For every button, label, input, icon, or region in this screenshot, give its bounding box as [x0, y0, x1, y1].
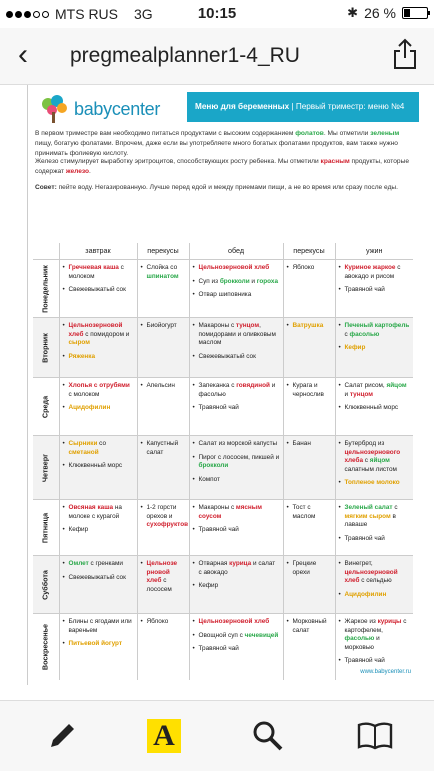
list-item [63, 404, 134, 413]
list-item [339, 286, 411, 295]
battery-label: 26 % [364, 5, 396, 21]
text-run: брокколи [219, 277, 250, 285]
list-item [287, 504, 332, 521]
list-item [339, 382, 411, 399]
text-run: с помидором и [83, 330, 130, 338]
text-run: продукты, которые содержат [35, 158, 409, 175]
list-item [63, 574, 134, 583]
list-item [287, 560, 332, 577]
text-run: Цельнозе рновой хлеб [146, 560, 178, 585]
text-run: Клюквенный морс [344, 404, 399, 412]
list-item [339, 264, 411, 281]
text-run: чечевицей [244, 631, 279, 639]
text-run: Ватрушка [292, 322, 324, 329]
text-run: Травяной чай [198, 526, 239, 534]
list-item [63, 640, 134, 649]
text-run: Куриное жаркое [344, 264, 396, 271]
text-run: Яблоко [146, 618, 169, 625]
day-label: Суббота [40, 569, 50, 600]
text-run: Топленое молоко [344, 479, 400, 487]
text-run: Морковный салат [292, 618, 327, 634]
list-item [63, 353, 134, 362]
pdf-page[interactable] [27, 85, 419, 685]
list-item [63, 618, 134, 635]
text-run: с лососем [146, 577, 172, 593]
list-item [193, 440, 280, 449]
text-run: Макароны с [198, 504, 236, 511]
list-item [141, 618, 186, 627]
intro-paragraph [35, 157, 413, 177]
text-run: Кефир [68, 526, 89, 534]
meal-cell [137, 378, 189, 436]
meal-cell [59, 260, 137, 318]
text-run: Печеный картофель [344, 322, 410, 329]
text-run: на молоке с курагой [68, 504, 122, 520]
text-run: Слойка со [146, 264, 178, 271]
meal-cell [335, 378, 413, 436]
text-run: 1-2 горсти орехов и [146, 504, 177, 520]
text-run: Салат из морской капусты [198, 440, 278, 447]
day-cell [33, 556, 59, 614]
text-run: Овсяная каша [68, 504, 114, 511]
text-run: и [344, 390, 350, 398]
table-row [33, 436, 413, 500]
text-run: с картофелем, [344, 618, 407, 634]
bottom-toolbar [0, 700, 434, 771]
list-item [193, 526, 280, 535]
list-item [63, 382, 134, 399]
list-item [193, 291, 280, 300]
text-run: Совет: [35, 184, 57, 191]
intro-paragraph [35, 183, 413, 193]
text-run: с [344, 330, 350, 338]
text-run: Салат рисом, [344, 382, 387, 389]
meal-cell [137, 318, 189, 378]
text-run: Овощной суп с [198, 631, 245, 639]
text-run: говядиной [236, 382, 270, 389]
text-run: с молоком [68, 390, 100, 398]
day-label: Вторник [40, 332, 50, 363]
text-run: Винегрет, [344, 560, 373, 567]
list-item [193, 645, 280, 654]
intro-paragraph [35, 129, 413, 159]
text-run: Яблоко [292, 264, 315, 271]
meal-cell [59, 378, 137, 436]
meal-cell [59, 436, 137, 500]
text-run: Компот [198, 475, 220, 483]
list-item [287, 382, 332, 399]
text-run: шпинатом [146, 272, 179, 280]
text-run: Травяной чай [344, 534, 385, 542]
list-item [287, 322, 332, 331]
column-header: завтрак [59, 243, 137, 260]
meal-cell [283, 318, 335, 378]
text-run: Ряженка [68, 352, 96, 360]
day-cell [33, 260, 59, 318]
carrier-label: MTS RUS [55, 6, 118, 22]
text-run: салатным листом [344, 465, 397, 473]
text-run: красным [320, 158, 350, 165]
list-item [141, 322, 186, 331]
text-run: пищу, богатую фолатами. Впрочем, даже если вы употребляете много богатых фолатами продуктов, вам также нужно принимать фолиевую кислоту. [35, 140, 398, 157]
text-run: Зеленый салат [344, 504, 393, 511]
text-run: сыром [68, 339, 90, 347]
list-item [339, 404, 411, 413]
text-run: яйцом [369, 457, 390, 465]
list-item [193, 476, 280, 485]
text-run: с молоком [68, 264, 124, 280]
text-run: фолатов [295, 130, 324, 137]
text-run: Гречневая каша [68, 264, 119, 271]
text-run: Суп из [198, 277, 220, 285]
text-run: Запеканка с [198, 382, 237, 389]
text-run: Пирог с лососем, пикшей и [198, 453, 280, 461]
column-header: обед [189, 243, 283, 260]
text-run: Цельнозерновой хлеб [198, 264, 270, 271]
meal-cell [283, 556, 335, 614]
text-run: Бутерброд из [344, 440, 385, 447]
text-run: и морковью [344, 635, 380, 651]
day-label: Среда [40, 395, 50, 418]
table-row [33, 378, 413, 436]
text-run: Травяной чай [198, 404, 239, 412]
text-run: В первом триместре вам необходимо питаться продуктами с высоким содержанием [35, 130, 296, 137]
list-item [339, 504, 411, 530]
text-run: Грецкие орехи [292, 560, 317, 576]
text-run: Кефир [344, 344, 366, 352]
text-run: . [89, 168, 91, 175]
text-run: Кефир [198, 582, 219, 590]
day-label: Четверг [40, 453, 50, 482]
meal-cell [137, 614, 189, 680]
meal-cell [137, 556, 189, 614]
meal-cell [137, 500, 189, 556]
text-run: Жаркое из [344, 618, 378, 625]
status-bar [0, 0, 434, 28]
meal-cell [189, 378, 283, 436]
list-item [63, 462, 134, 471]
list-item [63, 504, 134, 521]
list-item [193, 582, 280, 591]
nav-bar [0, 28, 434, 85]
day-header [33, 243, 59, 260]
text-run: Отварная [198, 560, 230, 567]
day-label: Понедельник [40, 264, 50, 313]
text-run: тунцом [349, 390, 374, 398]
text-run: фасолью [349, 330, 380, 338]
text-run: Омлет [68, 560, 89, 567]
text-run: курица [229, 560, 252, 567]
text-run: зеленым [370, 130, 400, 137]
list-item [193, 618, 280, 627]
footer-link[interactable]: www.babycenter.ru [360, 669, 411, 675]
clock: 10:15 [197, 5, 237, 22]
text-run: Биойогурт [146, 322, 177, 329]
list-item [63, 322, 134, 348]
text-run: цельнозернового хлеба [344, 448, 401, 465]
text-run: сухофрукт [146, 521, 181, 529]
meal-cell [189, 318, 283, 378]
text-run: Свежевыжатый сок [198, 352, 256, 360]
list-item [141, 264, 186, 281]
text-run: Макароны с [198, 322, 236, 329]
list-item [193, 632, 280, 641]
meal-cell [59, 556, 137, 614]
text-run: Цельнозерновой хлеб [198, 618, 270, 625]
meal-cell [283, 260, 335, 318]
list-item [193, 454, 280, 471]
table-row [33, 556, 413, 614]
text-run: гороха [256, 277, 279, 285]
list-item [339, 344, 411, 353]
text-run: Клюквенный морс [68, 462, 123, 470]
text-run: с гренками [88, 560, 123, 567]
meal-cell [335, 436, 413, 500]
text-run: с сельдью [359, 577, 392, 585]
list-item [193, 404, 280, 413]
text-run: Апельсин [146, 382, 175, 389]
text-run: Железо стимулирует выработку эритроцитов, способствующих росту ребенка. Мы отметили [35, 158, 321, 165]
meal-cell [59, 500, 137, 556]
list-item [287, 618, 332, 635]
text-run: Тост с маслом [292, 504, 316, 520]
list-item [339, 560, 411, 586]
day-cell [33, 436, 59, 500]
list-item [193, 322, 280, 348]
list-item [287, 264, 332, 273]
list-item [193, 353, 280, 362]
column-header: перекусы [137, 243, 189, 260]
text-run: с [363, 457, 370, 465]
text-run: в лаваше [344, 512, 396, 529]
list-item [339, 322, 411, 339]
text-run: . Мы отметили [323, 130, 371, 137]
list-item [193, 278, 280, 287]
day-cell [33, 500, 59, 556]
list-item [141, 560, 186, 594]
pencil-icon[interactable] [45, 719, 79, 753]
meal-cell [189, 436, 283, 500]
list-item [193, 382, 280, 399]
text-run: яйцом [386, 382, 407, 389]
text-run: железо [65, 168, 90, 175]
text-run: Ацидофилин [68, 404, 111, 412]
table-row [33, 318, 413, 378]
network-label: 3G [134, 6, 153, 22]
list-item [339, 535, 411, 544]
text-run: со [97, 440, 107, 447]
list-item [63, 560, 134, 569]
meal-cell [59, 614, 137, 680]
list-item [63, 526, 134, 535]
table-row [33, 500, 413, 556]
book-icon[interactable] [355, 719, 395, 753]
meal-cell [189, 260, 283, 318]
day-label: Пятница [40, 512, 50, 543]
day-label: Воскресенье [40, 623, 50, 670]
day-cell [33, 318, 59, 378]
menu-banner [187, 92, 419, 122]
text-run: брокколи [198, 462, 229, 470]
list-item [141, 504, 189, 530]
text-run: курицы [377, 618, 402, 625]
font-icon[interactable]: A [147, 719, 181, 753]
list-item [141, 382, 186, 391]
text-run: Свежевыжатый сок [68, 573, 126, 581]
text-run: , помидорами и оливковым маслом [198, 322, 276, 347]
text-run: Цельнозерновой хлеб [68, 322, 123, 338]
babycenter-logo [37, 92, 160, 126]
meal-cell [335, 260, 413, 318]
text-run: Сырники [68, 440, 98, 447]
meal-cell [335, 318, 413, 378]
meal-cell [189, 614, 283, 680]
list-item [339, 657, 411, 666]
meal-cell [137, 260, 189, 318]
list-item [63, 286, 134, 295]
day-cell [33, 614, 59, 680]
list-item [193, 560, 280, 577]
list-item [339, 440, 411, 474]
text-run: Ацидофилин [344, 590, 387, 598]
brand-name: babycenter [74, 98, 161, 119]
meal-cell [189, 556, 283, 614]
list-item [339, 591, 411, 600]
text-run: Травяной чай [198, 645, 239, 653]
banner-subtitle: | Первый триместр: меню №4 [289, 102, 405, 111]
share-icon[interactable] [392, 38, 418, 70]
meal-cell [283, 378, 335, 436]
list-item [63, 264, 134, 281]
meal-cell [335, 556, 413, 614]
text-run: Банан [292, 440, 311, 447]
status-right [347, 5, 428, 21]
list-item [63, 440, 134, 457]
text-run: с авокадо и рисом [344, 264, 401, 280]
day-cell [33, 378, 59, 436]
meal-cell [283, 500, 335, 556]
text-run: Капустный салат [146, 440, 179, 456]
meal-cell [137, 436, 189, 500]
text-run: ов [180, 521, 189, 529]
meal-cell [189, 500, 283, 556]
text-run: Блины с ягодами или вареньем [68, 618, 132, 634]
list-item [339, 618, 411, 652]
text-run: и фасолью [198, 382, 276, 398]
meal-plan-table [33, 243, 413, 680]
text-run: Питьевой йогурт [68, 640, 122, 648]
list-item [193, 264, 280, 273]
back-chevron-icon[interactable]: ‹ [18, 38, 28, 71]
table-row [33, 260, 413, 318]
text-run: пейте воду. Негазированную. Лучше перед едой и между приемами пищи, а не во время или сразу после еды. [56, 184, 398, 191]
text-run: фасолью [344, 635, 375, 643]
column-header: перекусы [283, 243, 335, 260]
banner-title: Меню для беременных [195, 102, 290, 111]
list-item [141, 440, 186, 457]
battery-icon [402, 7, 428, 19]
column-header: ужин [335, 243, 413, 260]
tree-logo-icon [37, 92, 71, 126]
bluetooth-icon: ✱ [347, 5, 359, 20]
text-run: сметаной [68, 448, 99, 456]
search-icon[interactable] [251, 719, 285, 753]
text-run: мягким сыром [344, 512, 391, 520]
meal-cell [283, 436, 335, 500]
list-item [193, 504, 280, 521]
text-run: Хлопья с отрубями [68, 382, 130, 389]
text-run: мясным соусом [198, 504, 262, 520]
text-run: Отвар шиповника [198, 291, 252, 299]
meal-cell [335, 500, 413, 556]
list-item [339, 479, 411, 488]
text-run: тунцом [235, 322, 260, 329]
document-title: pregmealplanner1-4_RU [70, 44, 300, 67]
text-run: Свежевыжатый сок [68, 286, 126, 294]
text-run: с [392, 504, 398, 511]
table-row [33, 614, 413, 680]
text-run: Травяной чай [344, 286, 385, 294]
meal-cell [59, 318, 137, 378]
text-run: и салат с авокадо [198, 560, 276, 576]
text-run: и [249, 277, 257, 285]
meal-cell [283, 614, 335, 680]
text-run: цельнозерновой хлеб [344, 568, 398, 585]
text-run: Травяной чай [344, 657, 385, 665]
list-item [287, 440, 332, 449]
text-run: Курага и чернослив [292, 382, 324, 398]
